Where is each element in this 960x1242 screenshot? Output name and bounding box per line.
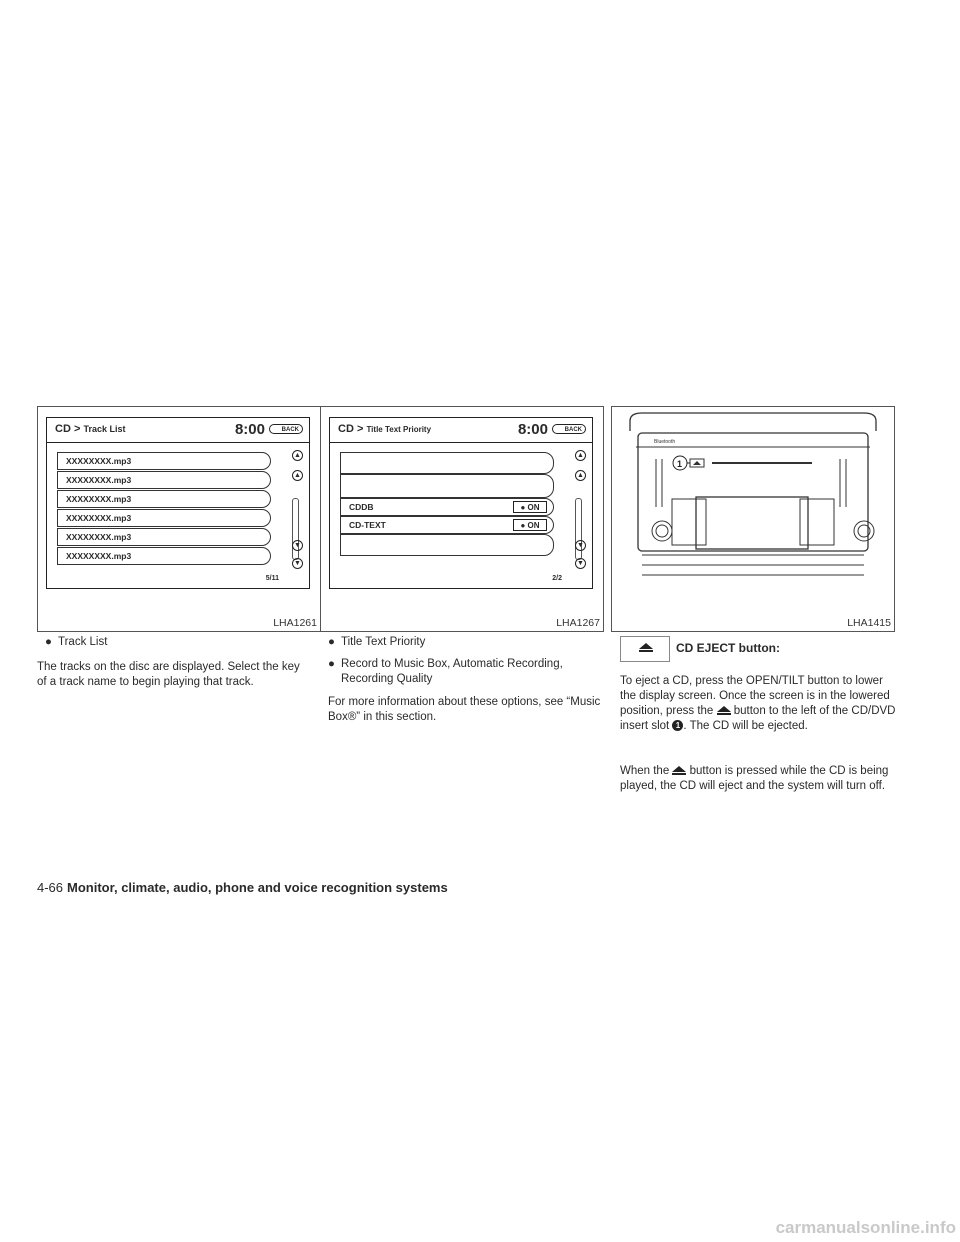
bluetooth-label: Bluetooth	[654, 439, 676, 445]
screen-time: 8:00	[234, 421, 265, 438]
empty-row	[340, 474, 554, 498]
bullet-record-options: Record to Music Box, Automatic Recording, Recording Quality	[341, 658, 563, 685]
screen-source: CD >	[55, 423, 81, 435]
figure-head-unit	[611, 406, 895, 632]
figure-track-list	[37, 406, 321, 632]
section-title: Monitor, climate, audio, phone and voice recognition systems	[67, 880, 448, 895]
scroll-down-icon[interactable]: ▼	[575, 540, 586, 551]
screen-header	[47, 418, 309, 443]
eject-icon	[717, 706, 731, 716]
screen-title-text-priority	[329, 417, 593, 589]
empty-row	[340, 452, 554, 474]
scroll-down-icon[interactable]: ▼	[292, 540, 303, 551]
track-row[interactable]: XXXXXXXX.mp3	[57, 509, 271, 527]
page-indicator: 2/2	[552, 575, 562, 582]
track-row[interactable]: XXXXXXXX.mp3	[57, 452, 271, 470]
paragraph-eject: To eject a CD, press the OPEN/TILT button to lower the display screen. Once the screen is in the lowered position, press the button to the left of the CD/DVD insert slot 1 . The CD will be ejected.	[620, 675, 896, 732]
eject-icon	[639, 643, 653, 653]
bullet-icon: ●	[328, 658, 335, 670]
paragraph-eject-while-playing: When the button is pressed while the CD is being played, the CD will eject and the system will turn off.	[620, 765, 889, 792]
scroll-up-icon[interactable]: ▲	[575, 470, 586, 481]
eject-button-box	[620, 636, 670, 662]
watermark-logo: carmanualsonline.info	[775, 1218, 956, 1237]
option-label: CDDB	[349, 502, 374, 512]
scroll-up-icon[interactable]: ▲	[292, 470, 303, 481]
paragraph-track-list: The tracks on the disc are displayed. Select the key of a track name to begin playing that track.	[37, 661, 300, 688]
track-row[interactable]: XXXXXXXX.mp3	[57, 547, 271, 565]
toggle-on-button[interactable]: ● ON	[513, 519, 547, 531]
screen-source: CD >	[338, 423, 364, 435]
back-button[interactable]: BACK	[269, 424, 303, 434]
scroll-up-fast-icon[interactable]: ▲	[575, 450, 586, 461]
screen-title: Track List	[83, 424, 126, 434]
figure-code: LHA1415	[847, 617, 891, 629]
page-footer	[37, 880, 448, 895]
figure-code: LHA1261	[273, 617, 317, 629]
track-row[interactable]: XXXXXXXX.mp3	[57, 528, 271, 546]
cd-eject-heading: CD EJECT button:	[676, 641, 780, 655]
track-row[interactable]: XXXXXXXX.mp3	[57, 471, 271, 489]
head-unit-illustration	[612, 407, 894, 631]
bullet-icon: ●	[328, 636, 335, 648]
screen-track-list	[46, 417, 310, 589]
track-row[interactable]: XXXXXXXX.mp3	[57, 490, 271, 508]
option-row-cddb[interactable]	[340, 498, 554, 516]
page-indicator: 5/11	[265, 575, 279, 582]
screen-header	[330, 418, 592, 443]
figure-title-text-priority	[320, 406, 604, 632]
scroll-down-fast-icon[interactable]: ▼	[575, 558, 586, 569]
bullet-icon: ●	[45, 636, 52, 648]
eject-icon	[672, 766, 686, 776]
scroll-down-fast-icon[interactable]: ▼	[292, 558, 303, 569]
scroll-up-fast-icon[interactable]: ▲	[292, 450, 303, 461]
option-label: CD-TEXT	[349, 520, 386, 530]
callout-1-icon: 1	[672, 720, 683, 731]
back-button[interactable]: BACK	[552, 424, 586, 434]
option-row-cd-text[interactable]	[340, 516, 554, 534]
bullet-title-text-priority: Title Text Priority	[341, 636, 426, 648]
page-number: 4-66	[37, 880, 64, 895]
toggle-on-button[interactable]: ● ON	[513, 501, 547, 513]
paragraph-more-info: For more information about these options, see “Music Box®” in this section.	[328, 696, 601, 723]
screen-time: 8:00	[517, 421, 548, 438]
empty-row	[340, 534, 554, 556]
screen-title: Title Text Priority	[366, 425, 432, 434]
callout-number: 1	[677, 459, 683, 469]
bullet-track-list: Track List	[58, 636, 108, 648]
figure-code: LHA1267	[556, 617, 600, 629]
